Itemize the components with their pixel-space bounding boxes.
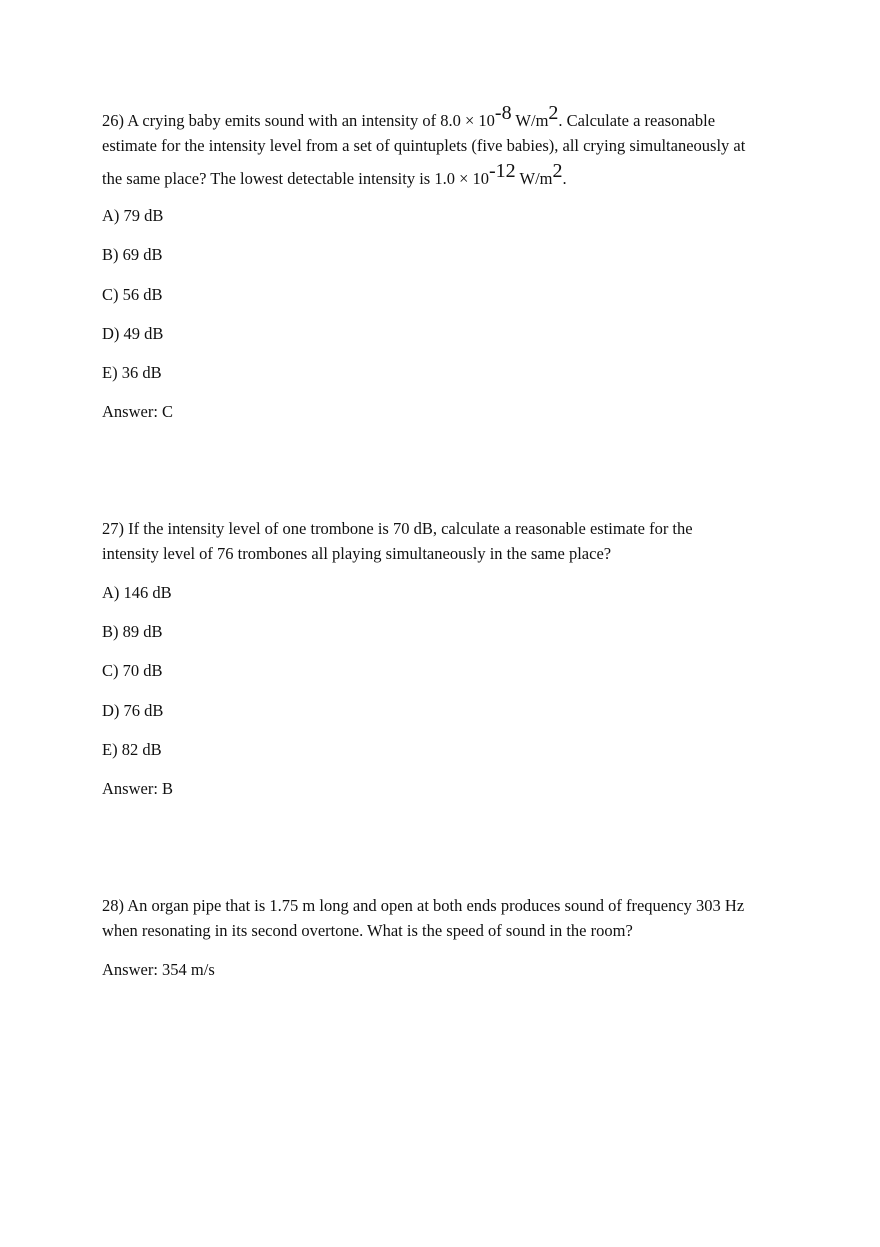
- answer-option: A) 79 dB: [102, 206, 164, 225]
- exponent: -12: [489, 159, 516, 182]
- answer-key: Answer: C: [102, 402, 174, 421]
- answer-option: A) 146 dB: [102, 583, 172, 602]
- question-26-text-line-2: estimate for the intensity level from a set of quintuplets (five babies), all crying simultaneously at: [102, 136, 746, 155]
- answer-key: Answer: B: [102, 779, 174, 798]
- question-27-text-line-2: intensity level of 76 trombones all playing simultaneously in the same place?: [102, 544, 612, 563]
- answer-key: Answer: 354 m/s: [102, 960, 215, 979]
- question-27-text-line-1: 27) If the intensity level of one trombone is 70 dB, calculate a reasonable estimate for the: [102, 519, 693, 538]
- answer-option: E) 36 dB: [102, 363, 162, 382]
- answer-option: C) 70 dB: [102, 661, 163, 680]
- answer-option: D) 76 dB: [102, 701, 164, 720]
- answer-option: B) 69 dB: [102, 245, 163, 264]
- answer-option: C) 56 dB: [102, 285, 163, 304]
- question-26-text-line-3: the same place? The lowest detectable intensity is $1.0 \times 10^{-12}$ $W/m^2$.: [102, 159, 567, 188]
- answer-option: D) 49 dB: [102, 324, 164, 343]
- exponent: 2: [552, 159, 563, 182]
- exponent: -8: [494, 101, 512, 124]
- question-26-text-line-1: 26) A crying baby emits sound with an intensity of $8.0 \times 10^{-8}$ $W/m^2$. Calculate a reasonable: [102, 101, 716, 130]
- answer-option: E) 82 dB: [102, 740, 162, 759]
- exponent: 2: [548, 101, 559, 124]
- answer-option: B) 89 dB: [102, 622, 163, 641]
- question-28-text-line-2: when resonating in its second overtone. What is the speed of sound in the room?: [102, 921, 633, 940]
- question-28-text-line-1: 28) An organ pipe that is 1.75 m long and open at both ends produces sound of frequency 303 Hz: [102, 896, 745, 915]
